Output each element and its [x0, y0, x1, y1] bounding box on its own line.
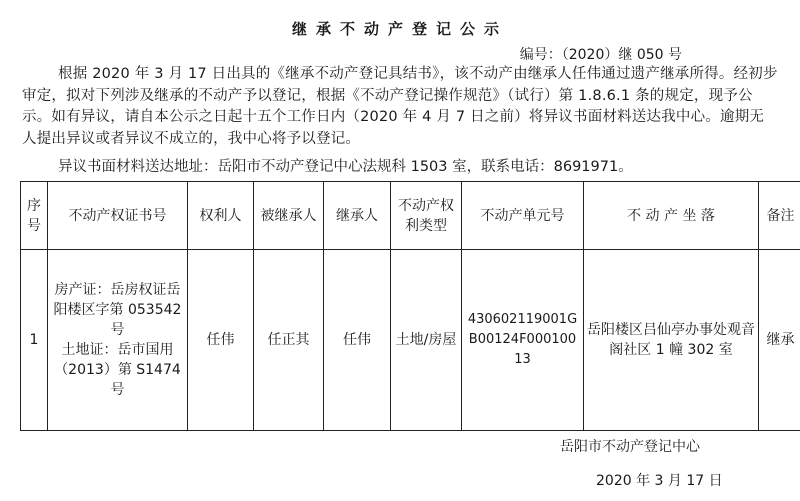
signature-date: 2020 年 3 月 17 日 — [596, 473, 723, 489]
table-header — [21, 182, 800, 250]
records-table — [20, 181, 800, 431]
header-location: 不 动 产 坐 落 — [584, 182, 759, 250]
header-right-type: 不动产权利类型 — [391, 182, 462, 250]
body-text — [22, 64, 778, 150]
cell-seq: 1 — [21, 250, 48, 431]
header-heir: 继承人 — [324, 182, 391, 250]
header-cert-no: 不动产权证书号 — [48, 182, 188, 250]
table-row — [21, 250, 800, 431]
cert-land-line: 土地证：岳市国用（2013）第 S1474 号 — [54, 342, 181, 398]
body-paragraph: 根据 2020 年 3 月 17 日出具的《继承不动产登记具结书》，该不动产由继承人任伟通过遗产继承所得。经初步审定，拟对下列涉及继承的不动产予以登记，根据《不动产登记操作规范》（试行）第 1.8.6.1 条的规定，现予公示。如有异议，请自本公示之日起十五个工作日内（2020 年 4 月 7 日之前）将异议书面材料送达我中心。逾期无人提出异议或者异议不成立的，我中心将予以登记。 — [22, 66, 778, 147]
header-decedent: 被继承人 — [254, 182, 324, 250]
cell-remark: 继承 — [759, 250, 800, 431]
cert-house-line: 房产证：岳房权证岳阳楼区字第 053542 号 — [53, 282, 182, 338]
header-remark: 备注 — [759, 182, 800, 250]
header-holder: 权利人 — [188, 182, 254, 250]
cell-holder: 任伟 — [188, 250, 254, 431]
document-title: 继承不动产登记公示 — [291, 20, 508, 38]
header-unit-no: 不动产单元号 — [462, 182, 584, 250]
objection-address: 异议书面材料送达地址：岳阳市不动产登记中心法规科 1503 室，联系电话：8691971。 — [58, 159, 633, 175]
cell-right-type: 土地/房屋 — [391, 250, 462, 431]
cell-location: 岳阳楼区吕仙亭办事处观音阁社区 1 幢 302 室 — [584, 250, 759, 431]
cell-cert-no — [48, 250, 188, 431]
document-number: 编号：（2020）继 050 号 — [519, 47, 682, 63]
header-row — [21, 182, 800, 250]
header-seq: 序号 — [21, 182, 48, 250]
cell-unit-no: 430602119001GB00124F00010013 — [462, 250, 584, 431]
signature-org: 岳阳市不动产登记中心 — [560, 439, 700, 455]
cell-decedent: 任正其 — [254, 250, 324, 431]
cell-heir: 任伟 — [324, 250, 391, 431]
